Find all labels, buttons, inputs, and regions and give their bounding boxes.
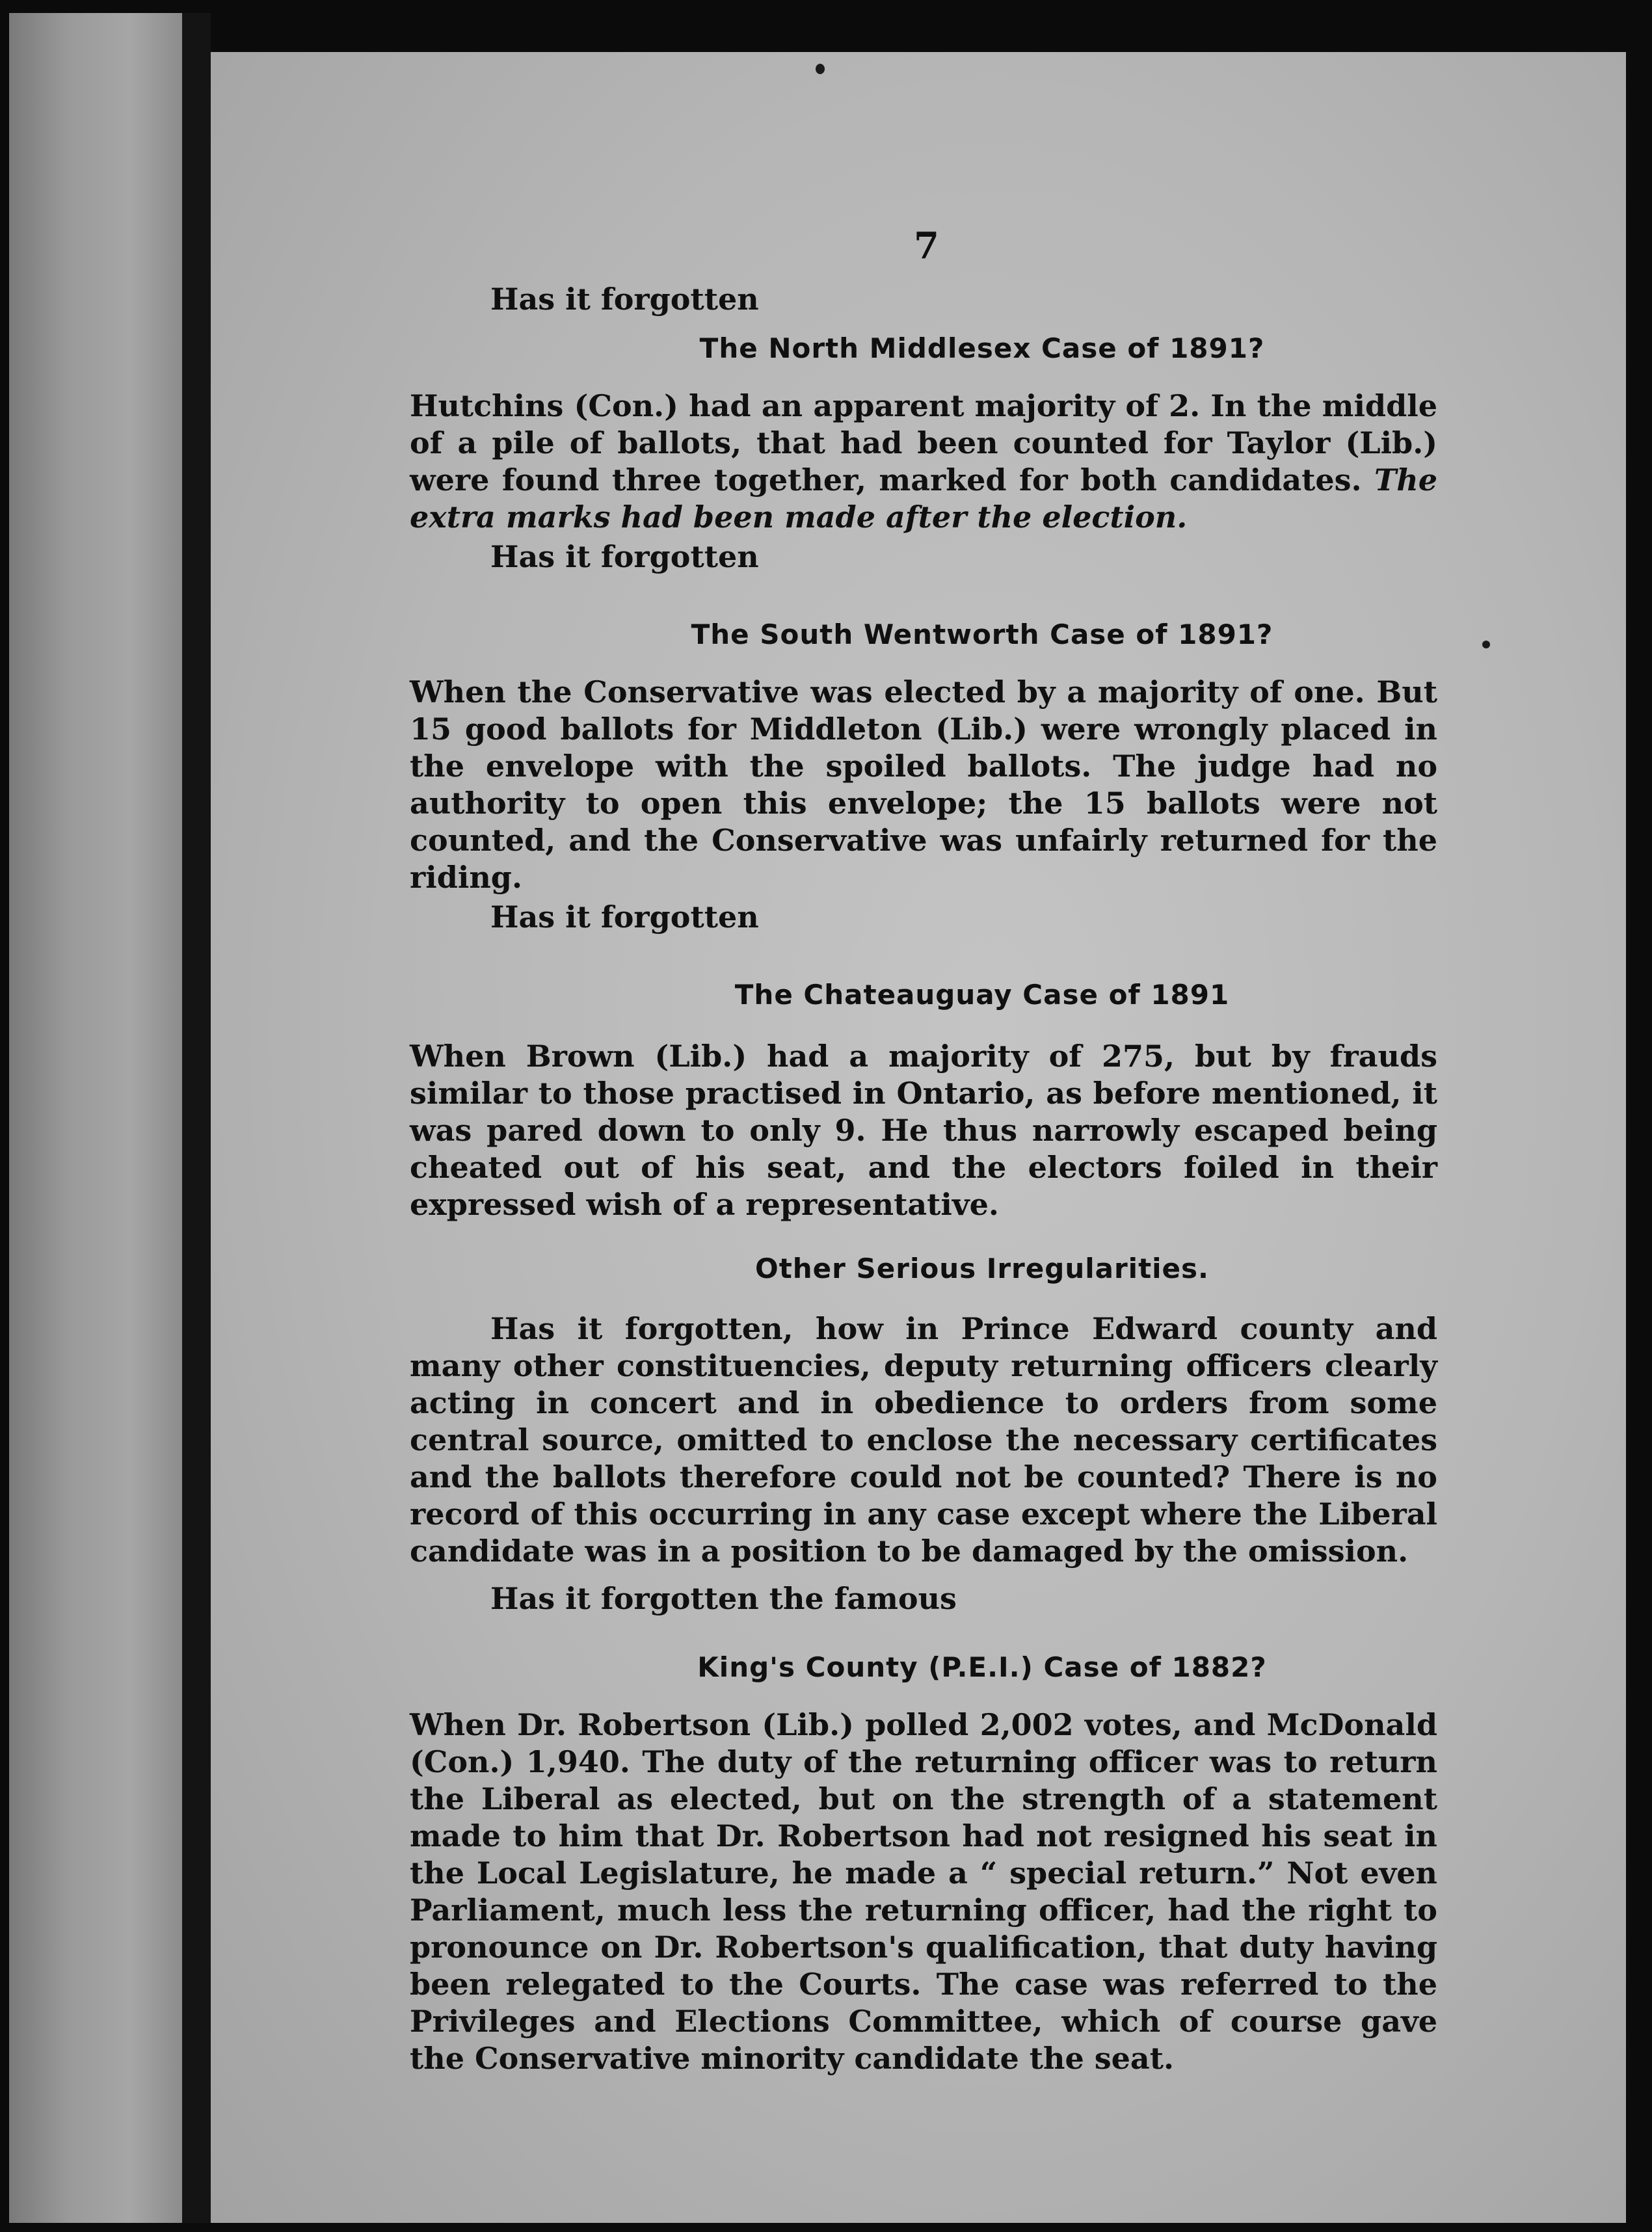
page-edge xyxy=(1626,52,1652,2223)
ink-spot xyxy=(1482,641,1490,648)
paragraph: Hutchins (Con.) had an apparent majority of 2. In the middle of a pile of ballots, that had been counted for Taylor (Lib.) were found three together, marked for both candidates. The extra marks had been made after the election. xyxy=(410,388,1437,535)
paragraph: When Dr. Robertson (Lib.) polled 2,002 votes, and McDonald (Con.) 1,940. The duty of the returning officer was to return the Liberal as elected, but on the strength of a statement made to him that Dr. Robertson had not resigned his seat in the Local Legislature, he made a “ special return.” Not even Parliament, much less the returning officer, had the right to pronounce on Dr. Robertson's qualification, that duty having been relegated to the Courts. The case was referred to the Privileges and Elections Committee, which of course gave the Conservative minority candidate the seat. xyxy=(410,1707,1437,2076)
lead-line: Has it forgotten xyxy=(490,282,759,317)
lead-line: Has it forgotten xyxy=(490,899,759,935)
lead-line: Has it forgotten the famous xyxy=(490,1581,957,1616)
document-body xyxy=(410,208,1437,2077)
paragraph-italic: The extra marks had been made after the election. xyxy=(410,462,1437,535)
paragraph: When the Conservative was elected by a majority of one. But 15 good ballots for Middleton (Lib.) were wrongly placed in the envelope with the spoiled ballots. The judge had no authority to open this envelope; the 15 ballots were not counted, and the Conservative was unfairly returned for the riding. xyxy=(410,674,1437,895)
section-heading: The South Wentworth Case of 1891? xyxy=(691,618,1273,650)
section-heading: The Chateauguay Case of 1891 xyxy=(734,979,1230,1011)
section-heading: The North Middlesex Case of 1891? xyxy=(699,332,1265,364)
page-number: 7 xyxy=(914,224,939,267)
ink-spot xyxy=(816,64,825,74)
book-gutter xyxy=(182,13,211,2223)
left-facing-page xyxy=(9,13,182,2223)
section-heading: King's County (P.E.I.) Case of 1882? xyxy=(697,1651,1267,1683)
paragraph: Has it forgotten, how in Prince Edward county and many other constituencies, deputy returning officers clearly acting in concert and in obedience to orders from some central source, omitted to enclose the necessary certificates and the ballots therefore could not be counted? There is no record of this occurring in any case except where the Liberal candidate was in a position to be damaged by the omission. xyxy=(410,1311,1437,1569)
lead-line: Has it forgotten xyxy=(490,539,759,574)
paragraph: When Brown (Lib.) had a majority of 275, but by frauds similar to those practised in Ontario, as before mentioned, it was pared down to only 9. He thus narrowly escaped being cheated out of his seat, and the electors foiled in their expressed wish of a representative. xyxy=(410,1039,1437,1222)
section-heading: Other Serious Irregularities. xyxy=(755,1253,1209,1284)
